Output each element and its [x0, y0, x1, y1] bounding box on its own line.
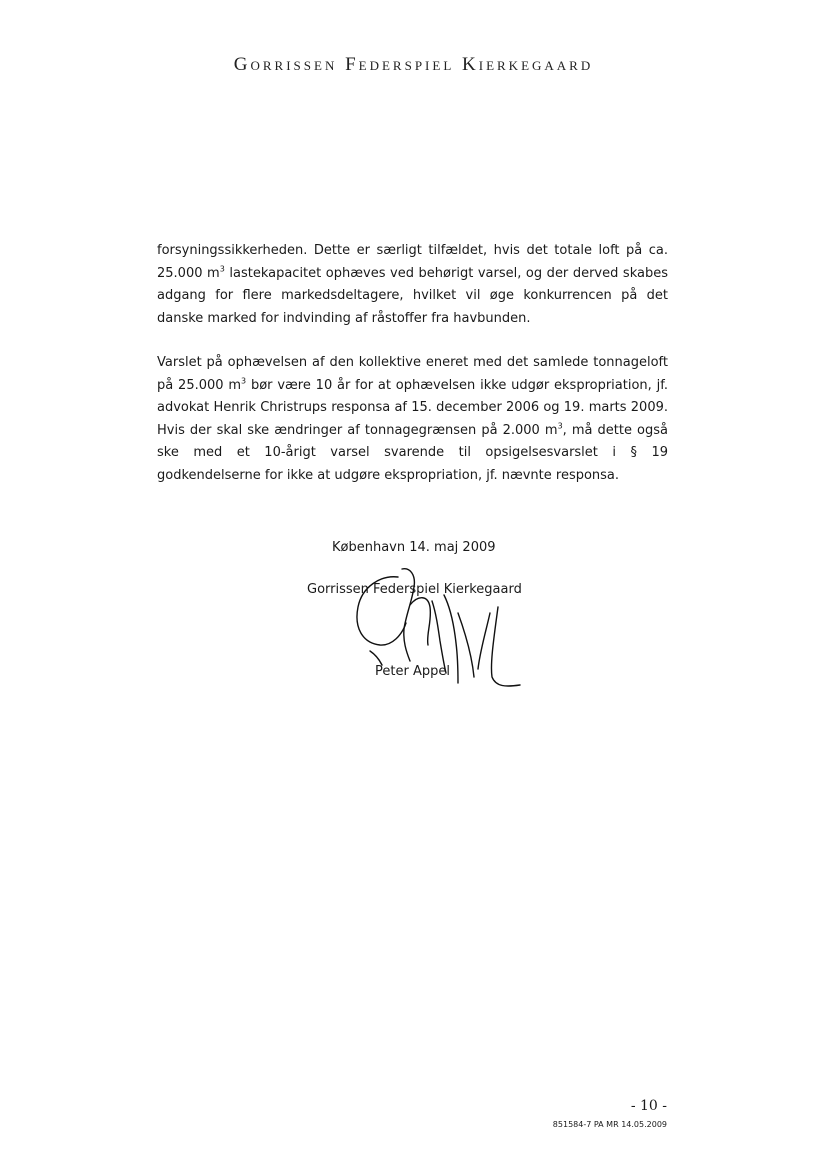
signer-name: Peter Appel: [375, 664, 450, 679]
paragraph-2: Varslet på ophævelsen af den kollektive eneret med det samlede tonnageloft på 25.000 $m^3$ bør være 10 år for at ophævelsen ikke udgør ekspropriation, jf. advokat Henrik Christrups responsa af 15. december 2006 og 19. marts 2009. Hvis der skal ske ændringer af tonnagegrænsen på 2.000 $m^3$, må dette også ske med et 10-årigt varsel svarende til opsigelsesvarslet i § 19 godkendelserne for ikke at udgøre ekspropriation, jf. nævnte responsa.: [157, 355, 668, 483]
document-reference: 851584-7 PA MR 14.05.2009: [552, 1120, 667, 1129]
closing-firm-name: Gorrissen Federspiel Kierkegaard: [307, 582, 522, 597]
letterhead-firm-name: Gorrissen Federspiel Kierkegaard: [233, 54, 594, 75]
letter-body: [157, 240, 668, 509]
place-date: København 14. maj 2009: [332, 540, 496, 555]
handwritten-signature: [340, 565, 525, 695]
paragraph-1: forsyningssikkerheden. Dette er særligt tilfældet, hvis det totale loft på ca. 25.000 $m^3$ lastekapacitet ophæves ved behørigt varsel, og der derved skabes adgang for flere markedsdeltagere, hvilket vil øge konkurrencen på det danske marked for indvinding af råstoffer fra havbunden.: [157, 243, 668, 326]
page-number: - 10 -: [630, 1098, 667, 1114]
